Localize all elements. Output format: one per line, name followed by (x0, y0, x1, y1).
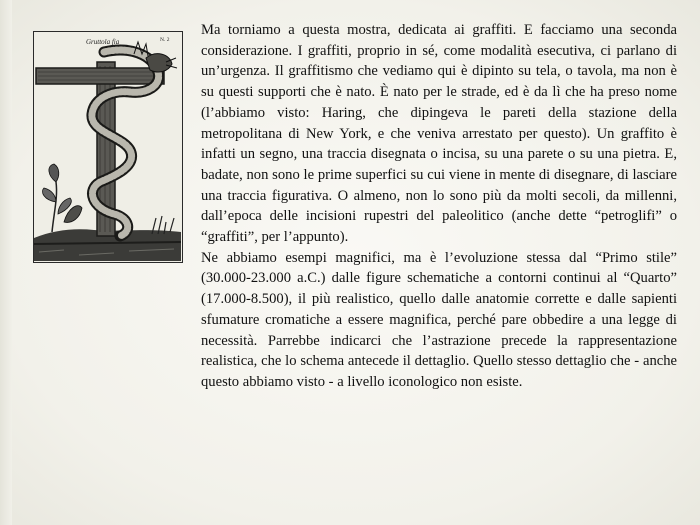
serpent-head (146, 54, 172, 72)
paragraph-2: Ne abbiamo esempi magnifici, ma è l’evoluzione stessa dal “Primo stile” (30.000-23.000 a.C.) dalle figure schematiche a contorni continui al “Quarto” (17.000-8.500), il più realistico, quello dalle anatomie corrette e dalle sapienti sfumature cromatiche a essere magnifica, perché pare obbedire a una legge di necessità. Parrebbe indicarci che l’astrazione precede la rappresentazione realistica, che lo schema antecede il dettaglio. Quello stesso dettaglio che - anche questo abbiamo visto - a livello iconologico non esiste. (201, 249, 677, 390)
engraving-illustration (33, 31, 183, 263)
figure-caption: Gruttola fia (86, 38, 120, 46)
paragraph-1: Ma torniamo a questa mostra, dedicata ai graffiti. E facciamo una seconda considerazione. I graffiti, proprio in sé, come modalità esecutiva, ci parlano di un’urgenza. Il graffitismo che vediamo qui è dipinto su tela, o tavola, ma non è su questi supporti che è nato. È nato per le strade, ed è da lì che ha preso nome (l’abbiamo visto: Haring, che dipingeva le pareti della stazione della metropolitana di New York, e che veniva arrestato per questo). Un graffito è infatti un segno, una traccia disegnata o incisa, su una parete o su una pietra. E, badate, non sono le prime superfici su cui viene in mente di disegnare, di lasciare una traccia figurativa. O almeno, non lo sono più da molti secoli, da millenni, dall’epoca delle incisioni rupestri del paleolitico (anche dette “petroglifi” o “graffiti”, per l’appunto). (201, 22, 677, 246)
serpent-on-cross-engraving (34, 32, 181, 261)
plant-stem (52, 182, 57, 232)
body-text (201, 20, 677, 393)
plant-leaf-left (43, 188, 57, 202)
plant-flower (49, 164, 59, 182)
figure-number: N. 2 (160, 37, 170, 43)
slide-side-band (0, 0, 12, 525)
